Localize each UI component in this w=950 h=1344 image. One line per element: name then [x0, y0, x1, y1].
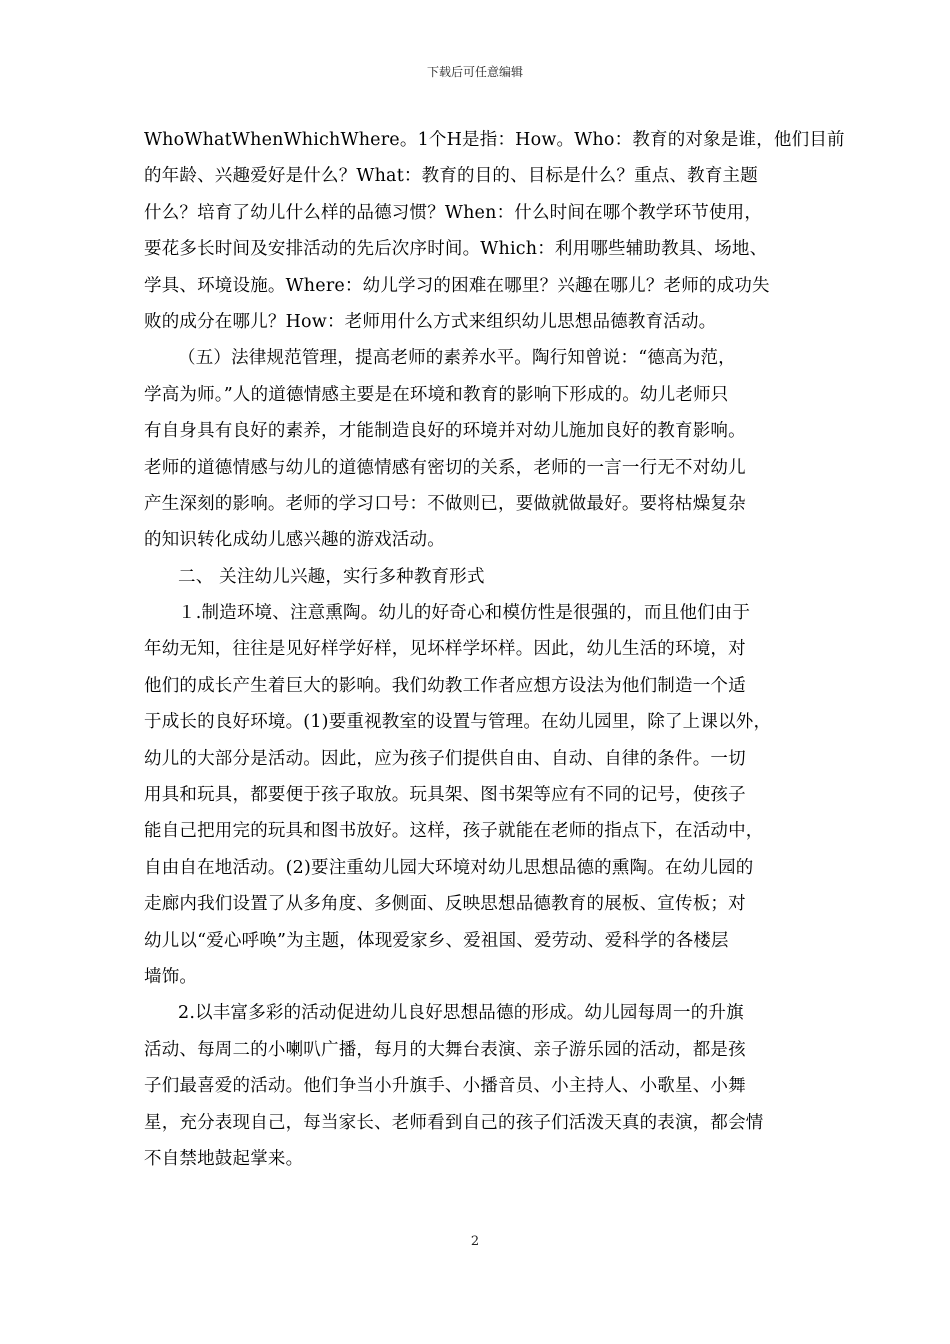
text-line: 的知识转化成幼儿感兴趣的游戏活动。: [144, 530, 445, 551]
text-line: 年幼无知，往往是见好样学好样，见坏样学坏样。因此，幼儿生活的环境，对: [144, 639, 746, 660]
text-line: 要花多长时间及安排活动的先后次序时间。Which：利用哪些辅助教具、场地、: [144, 239, 768, 260]
text-line: 能自己把用完的玩具和图书放好。这样，孩子就能在老师的指点下，在活动中，: [144, 821, 764, 842]
text-line: 走廊内我们设置了从多角度、多侧面、反映思想品德教育的展板、宣传板；对: [144, 894, 746, 915]
text-line: 于成长的良好环境。(1)要重视教室的设置与管理。在幼儿园里，除了上课以外，: [144, 712, 772, 733]
text-line: 他们的成长产生着巨大的影响。我们幼教工作者应想方设法为他们制造一个适: [144, 675, 746, 696]
text-line: 什么？培育了幼儿什么样的品德习惯？When：什么时间在哪个教学环节使用，: [144, 202, 763, 223]
page-number: 2: [470, 1234, 480, 1249]
text-line: WhoWhatWhenWhichWhere。1个H是指：How。Who：教育的对象是谁，他们目前: [144, 130, 845, 150]
text-line: 墙饰。: [144, 966, 198, 987]
text-line: 学具、环境设施。Where：幼儿学习的困难在哪里？兴趣在哪儿？老师的成功失: [144, 275, 770, 296]
text-line: 败的成分在哪儿？How：老师用什么方式来组织幼儿思想品德教育活动。: [144, 311, 717, 332]
text-line: 产生深刻的影响。老师的学习口号：不做则已，要做就做最好。要将枯燥复杂: [144, 493, 746, 514]
page-header: 下载后可任意编辑: [426, 65, 523, 79]
text-line: 老师的道德情感与幼儿的道德情感有密切的关系，老师的一言一行无不对幼儿: [144, 457, 746, 478]
section-heading: 二、 关注幼儿兴趣，实行多种教育形式: [178, 566, 485, 587]
text-line: 用具和玩具，都要便于孩子取放。玩具架、图书架等应有不同的记号，使孩子: [144, 785, 746, 806]
text-line: 子们最喜爱的活动。他们争当小升旗手、小播音员、小主持人、小歌星、小舞: [144, 1076, 746, 1097]
text-line: 自由自在地活动。(2)要注重幼儿园大环境对幼儿思想品德的熏陶。在幼儿园的: [144, 857, 754, 878]
text-line: 幼儿以“爱心呼唤”为主题，体现爱家乡、爱祖国、爱劳动、爱科学的各楼层: [144, 930, 729, 951]
document-body: [144, 122, 845, 1177]
text-line: 有自身具有良好的素养，才能制造良好的环境并对幼儿施加良好的教育影响。: [144, 421, 746, 442]
text-line: 活动、每周二的小喇叭广播，每月的大舞台表演、亲子游乐园的活动，都是孩: [144, 1039, 746, 1060]
text-line: 学高为师。”人的道德情感主要是在环境和教育的影响下形成的。幼儿老师只: [144, 384, 729, 405]
text-line: 星，充分表现自己，每当家长、老师看到自己的孩子们活泼天真的表演，都会情: [144, 1112, 764, 1133]
text-line: 不自禁地鼓起掌来。: [144, 1148, 304, 1169]
text-line: 的年龄、兴趣爱好是什么？What：教育的目的、目标是什么？重点、教育主题: [144, 166, 758, 187]
paragraph-first-line: （五）法律规范管理，提高老师的素养水平。陶行知曾说：“德高为范，: [178, 348, 736, 369]
paragraph-first-line: 2.以丰富多彩的活动促进幼儿良好思想品德的形成。幼儿园每周一的升旗: [178, 1003, 744, 1024]
text-line: 幼儿的大部分是活动。因此，应为孩子们提供自由、自动、自律的条件。一切: [144, 748, 746, 769]
paragraph-first-line: １.制造环境、注意熏陶。幼儿的好奇心和模仿性是很强的，而且他们由于: [178, 603, 751, 624]
